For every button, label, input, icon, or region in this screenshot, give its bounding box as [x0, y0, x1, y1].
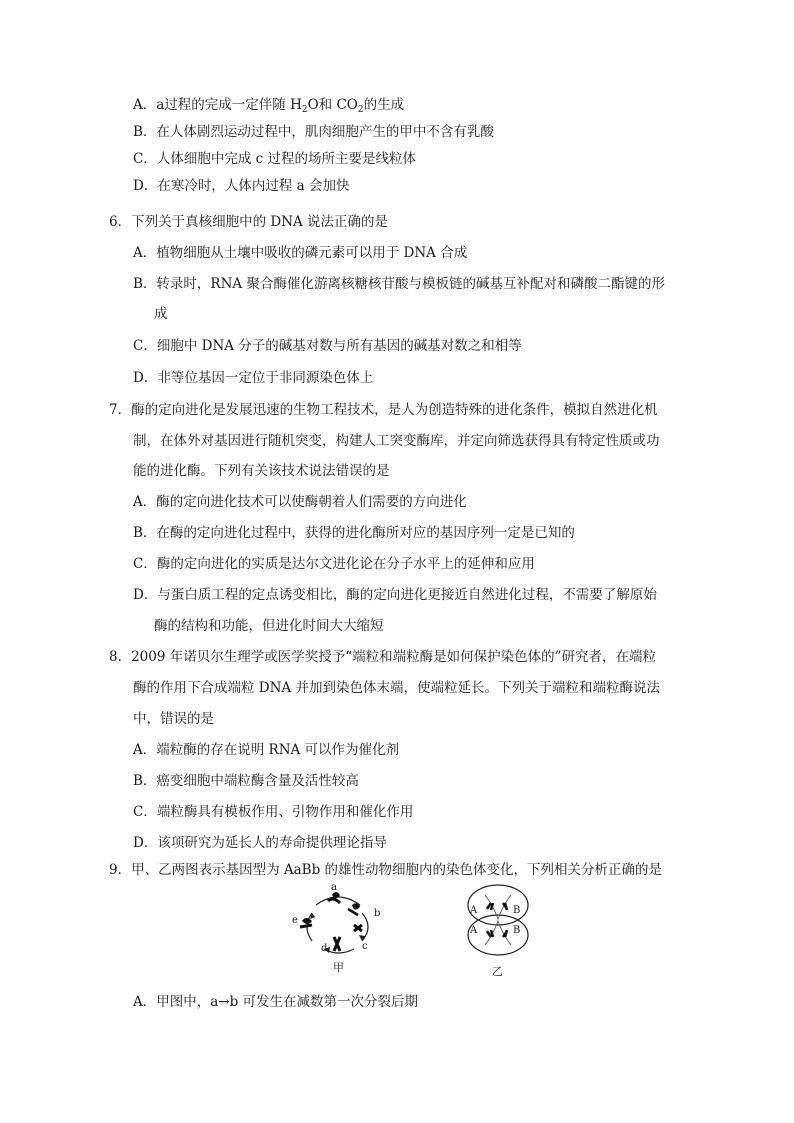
chromosome-upper-left: [487, 903, 493, 910]
chromosome-e: [300, 918, 312, 927]
q6-option-c: C．细胞中 DNA 分子的碱基对数与所有基因的碱基对数之和相等: [133, 338, 522, 354]
q8-stem-line-1: 8．2009 年诺贝尔生理学或医学奖授予“端粒和端粒酶是如何保护染色体的”研究者，在端粒: [109, 649, 657, 665]
q6-option-b: B．转录时，RNA 聚合酶催化游离核糖核苷酸与模板链的碱基互补配对和磷酸二酯键的形: [133, 276, 665, 292]
fig-jia-label-b: b: [374, 908, 381, 919]
fig-jia-label-d: d: [321, 943, 328, 954]
fig-yi-label-b1: B: [513, 905, 521, 916]
q7-stem-line-3: 能的进化酶。下列有关该技术说法错误的是: [133, 463, 390, 479]
q7-stem-line-1: 7．酶的定向进化是发展迅速的生物工程技术，是人为创造特殊的进化条件，模拟自然进化机: [109, 402, 658, 418]
q7-option-c: C．酶的定向进化的实质是达尔文进化论在分子水平上的延伸和应用: [133, 556, 535, 572]
q5-option-b: B．在人体剧烈运动过程中，肌肉细胞产生的甲中不含有乳酸: [133, 124, 494, 140]
q7-option-a: A．酶的定向进化技术可以使酶朝着人们需要的方向进化: [133, 494, 467, 510]
q8-option-d: D．该项研究为延长人的寿命提供理论指导: [133, 835, 387, 851]
figure-yi-diagram: [463, 883, 533, 963]
q7-option-d: D．与蛋白质工程的定点诱变相比，酶的定向进化更接近自然进化过程，不需要了解原始: [133, 587, 657, 603]
q7-option-b: B．在酶的定向进化过程中，获得的进化酶所对应的基因序列一定是已知的: [133, 525, 575, 541]
chromosome-b: [348, 903, 360, 915]
chromosome-c: [354, 925, 362, 931]
q8-stem-line-2: 酶的作用下合成端粒 DNA 并加到染色体末端，使端粒延长。下列关于端粒和端粒酶说法: [133, 680, 660, 696]
q8-option-a: A．端粒酶的存在说明 RNA 可以作为催化剂: [133, 742, 400, 758]
q8-option-c: C．端粒酶具有模板作用、引物作用和催化作用: [133, 804, 414, 820]
q5-option-a: A．a过程的完成一定伴随 $H_2O$和 $CO_2$的生成: [133, 97, 405, 115]
q7-option-d-cont: 酶的结构和功能，但进化时间大大缩短: [154, 618, 384, 634]
q6-option-d: D．非等位基因一定位于非同源染色体上: [133, 370, 374, 386]
q6-option-b-cont: 成: [154, 306, 168, 322]
figure-yi: [463, 883, 533, 978]
fig-jia-label-e: e: [292, 915, 298, 926]
fig-jia-label-a: a: [331, 882, 337, 893]
q7-stem-line-2: 制，在体外对基因进行随机突变，构建人工突变酶库，并定向筛选获得具有特定性质或功: [133, 433, 660, 449]
q9-stem: 9．甲、乙两图表示基因型为 AaBb 的雄性动物细胞内的染色体变化，下列相关分析正确的是: [109, 862, 663, 878]
fig-jia-caption: 甲: [333, 961, 344, 974]
fig-yi-label-a2: A: [470, 925, 478, 936]
fig-jia-label-c: c: [362, 941, 368, 952]
q8-option-b: B．癌变细胞中端粒酶含量及活性较高: [133, 773, 359, 789]
figure-jia: [288, 883, 388, 975]
chromosome-lower-left: [487, 930, 493, 937]
q5-option-d: D．在寒冷时，人体内过程 a 会加快: [133, 178, 350, 194]
fig-yi-caption: 乙: [492, 965, 503, 978]
fig-yi-label-a1: A: [470, 905, 478, 916]
q6-option-a: A．植物细胞从土壤中吸收的磷元素可以用于 DNA 合成: [133, 245, 468, 261]
chromosome-d: [334, 937, 340, 951]
q8-stem-line-3: 中，错误的是: [133, 711, 214, 727]
q6-stem: 6．下列关于真核细胞中的 DNA 说法正确的是: [109, 214, 389, 230]
q9-option-a: A．甲图中，a→b 可发生在减数第一次分裂后期: [133, 994, 419, 1010]
q5-option-c: C．人体细胞中完成 c 过程的场所主要是线粒体: [133, 151, 416, 167]
fig-yi-label-b2: B: [513, 925, 521, 936]
